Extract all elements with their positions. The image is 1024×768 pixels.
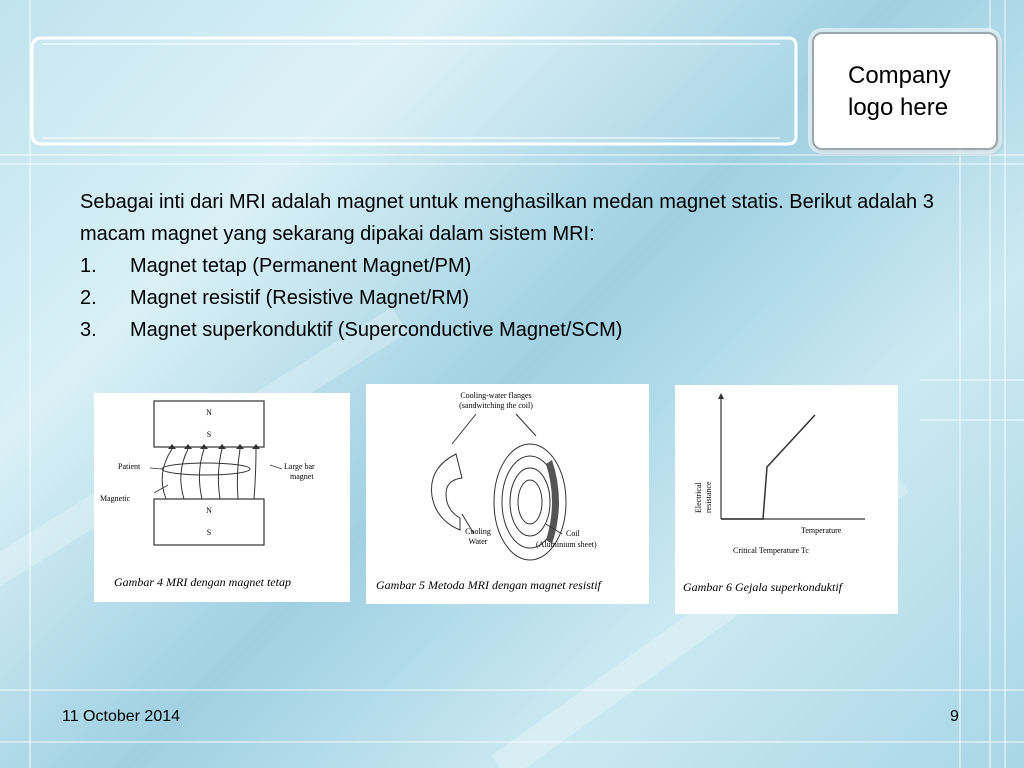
label-coil-1: Coil bbox=[566, 529, 580, 538]
label-n-bottom: N bbox=[206, 506, 212, 515]
figure-permanent-magnet bbox=[94, 393, 350, 602]
label-s-top: S bbox=[206, 430, 212, 439]
superconductivity-graph bbox=[675, 385, 898, 614]
list-text: Magnet resistif (Resistive Magnet/RM) bbox=[130, 287, 469, 309]
intro-paragraph: Sebagai inti dari MRI adalah magnet untuk menghasilkan medan magnet statis. Berikut adalah 3 macam magnet yang sekarang dipakai dalam sistem MRI: bbox=[80, 191, 934, 245]
figure-superconductivity bbox=[675, 385, 898, 614]
label-patient: Patient bbox=[118, 462, 141, 471]
label-cooling-1: Cooling bbox=[465, 527, 491, 536]
footer-date: 11 October 2014 bbox=[62, 708, 181, 725]
figure-caption: Gambar 4 MRI dengan magnet tetap bbox=[114, 575, 291, 589]
company-logo-placeholder bbox=[812, 32, 998, 150]
label-s-bottom: S bbox=[206, 528, 212, 537]
permanent-magnet-diagram bbox=[94, 393, 350, 602]
title-frame bbox=[28, 36, 798, 146]
list-number: 3. bbox=[80, 319, 97, 341]
figure-caption: Gambar 5 Metoda MRI dengan magnet resistif bbox=[376, 578, 601, 592]
list-item bbox=[80, 314, 960, 346]
list-item bbox=[80, 250, 960, 282]
logo-line-1: Company bbox=[848, 62, 951, 89]
label-yaxis-1: Electrical bbox=[694, 482, 703, 513]
label-flanges-1: Cooling-water flanges bbox=[460, 391, 532, 400]
label-flanges-2: (sandwitching the coil) bbox=[459, 401, 533, 410]
logo-line-2: logo here bbox=[848, 94, 949, 121]
figure-caption: Gambar 6 Gejala superkonduktif bbox=[683, 580, 842, 594]
list-number: 2. bbox=[80, 287, 97, 309]
label-yaxis-2: resistance bbox=[704, 481, 713, 513]
label-critical-temperature: Critical Temperature Tc bbox=[733, 546, 809, 555]
figure-resistive-magnet bbox=[366, 384, 649, 604]
slide-number: 9 bbox=[950, 708, 959, 725]
label-coil-2: (Aluminium sheet) bbox=[536, 540, 597, 549]
list-text: Magnet tetap (Permanent Magnet/PM) bbox=[130, 255, 472, 277]
label-large-bar-1: Large bar bbox=[284, 462, 315, 471]
label-xaxis: Temperature bbox=[801, 526, 842, 535]
label-large-bar-2: magnet bbox=[290, 472, 314, 481]
label-cooling-2: Water bbox=[468, 537, 488, 546]
slide-content bbox=[80, 186, 960, 346]
resistive-magnet-diagram bbox=[366, 384, 649, 604]
label-magnetic: Magnetic bbox=[100, 494, 131, 503]
list-text: Magnet superkonduktif (Superconductive Magnet/SCM) bbox=[130, 319, 623, 341]
list-number: 1. bbox=[80, 255, 97, 277]
label-n-top: N bbox=[206, 408, 212, 417]
magnet-types-list bbox=[80, 250, 960, 346]
list-item bbox=[80, 282, 960, 314]
